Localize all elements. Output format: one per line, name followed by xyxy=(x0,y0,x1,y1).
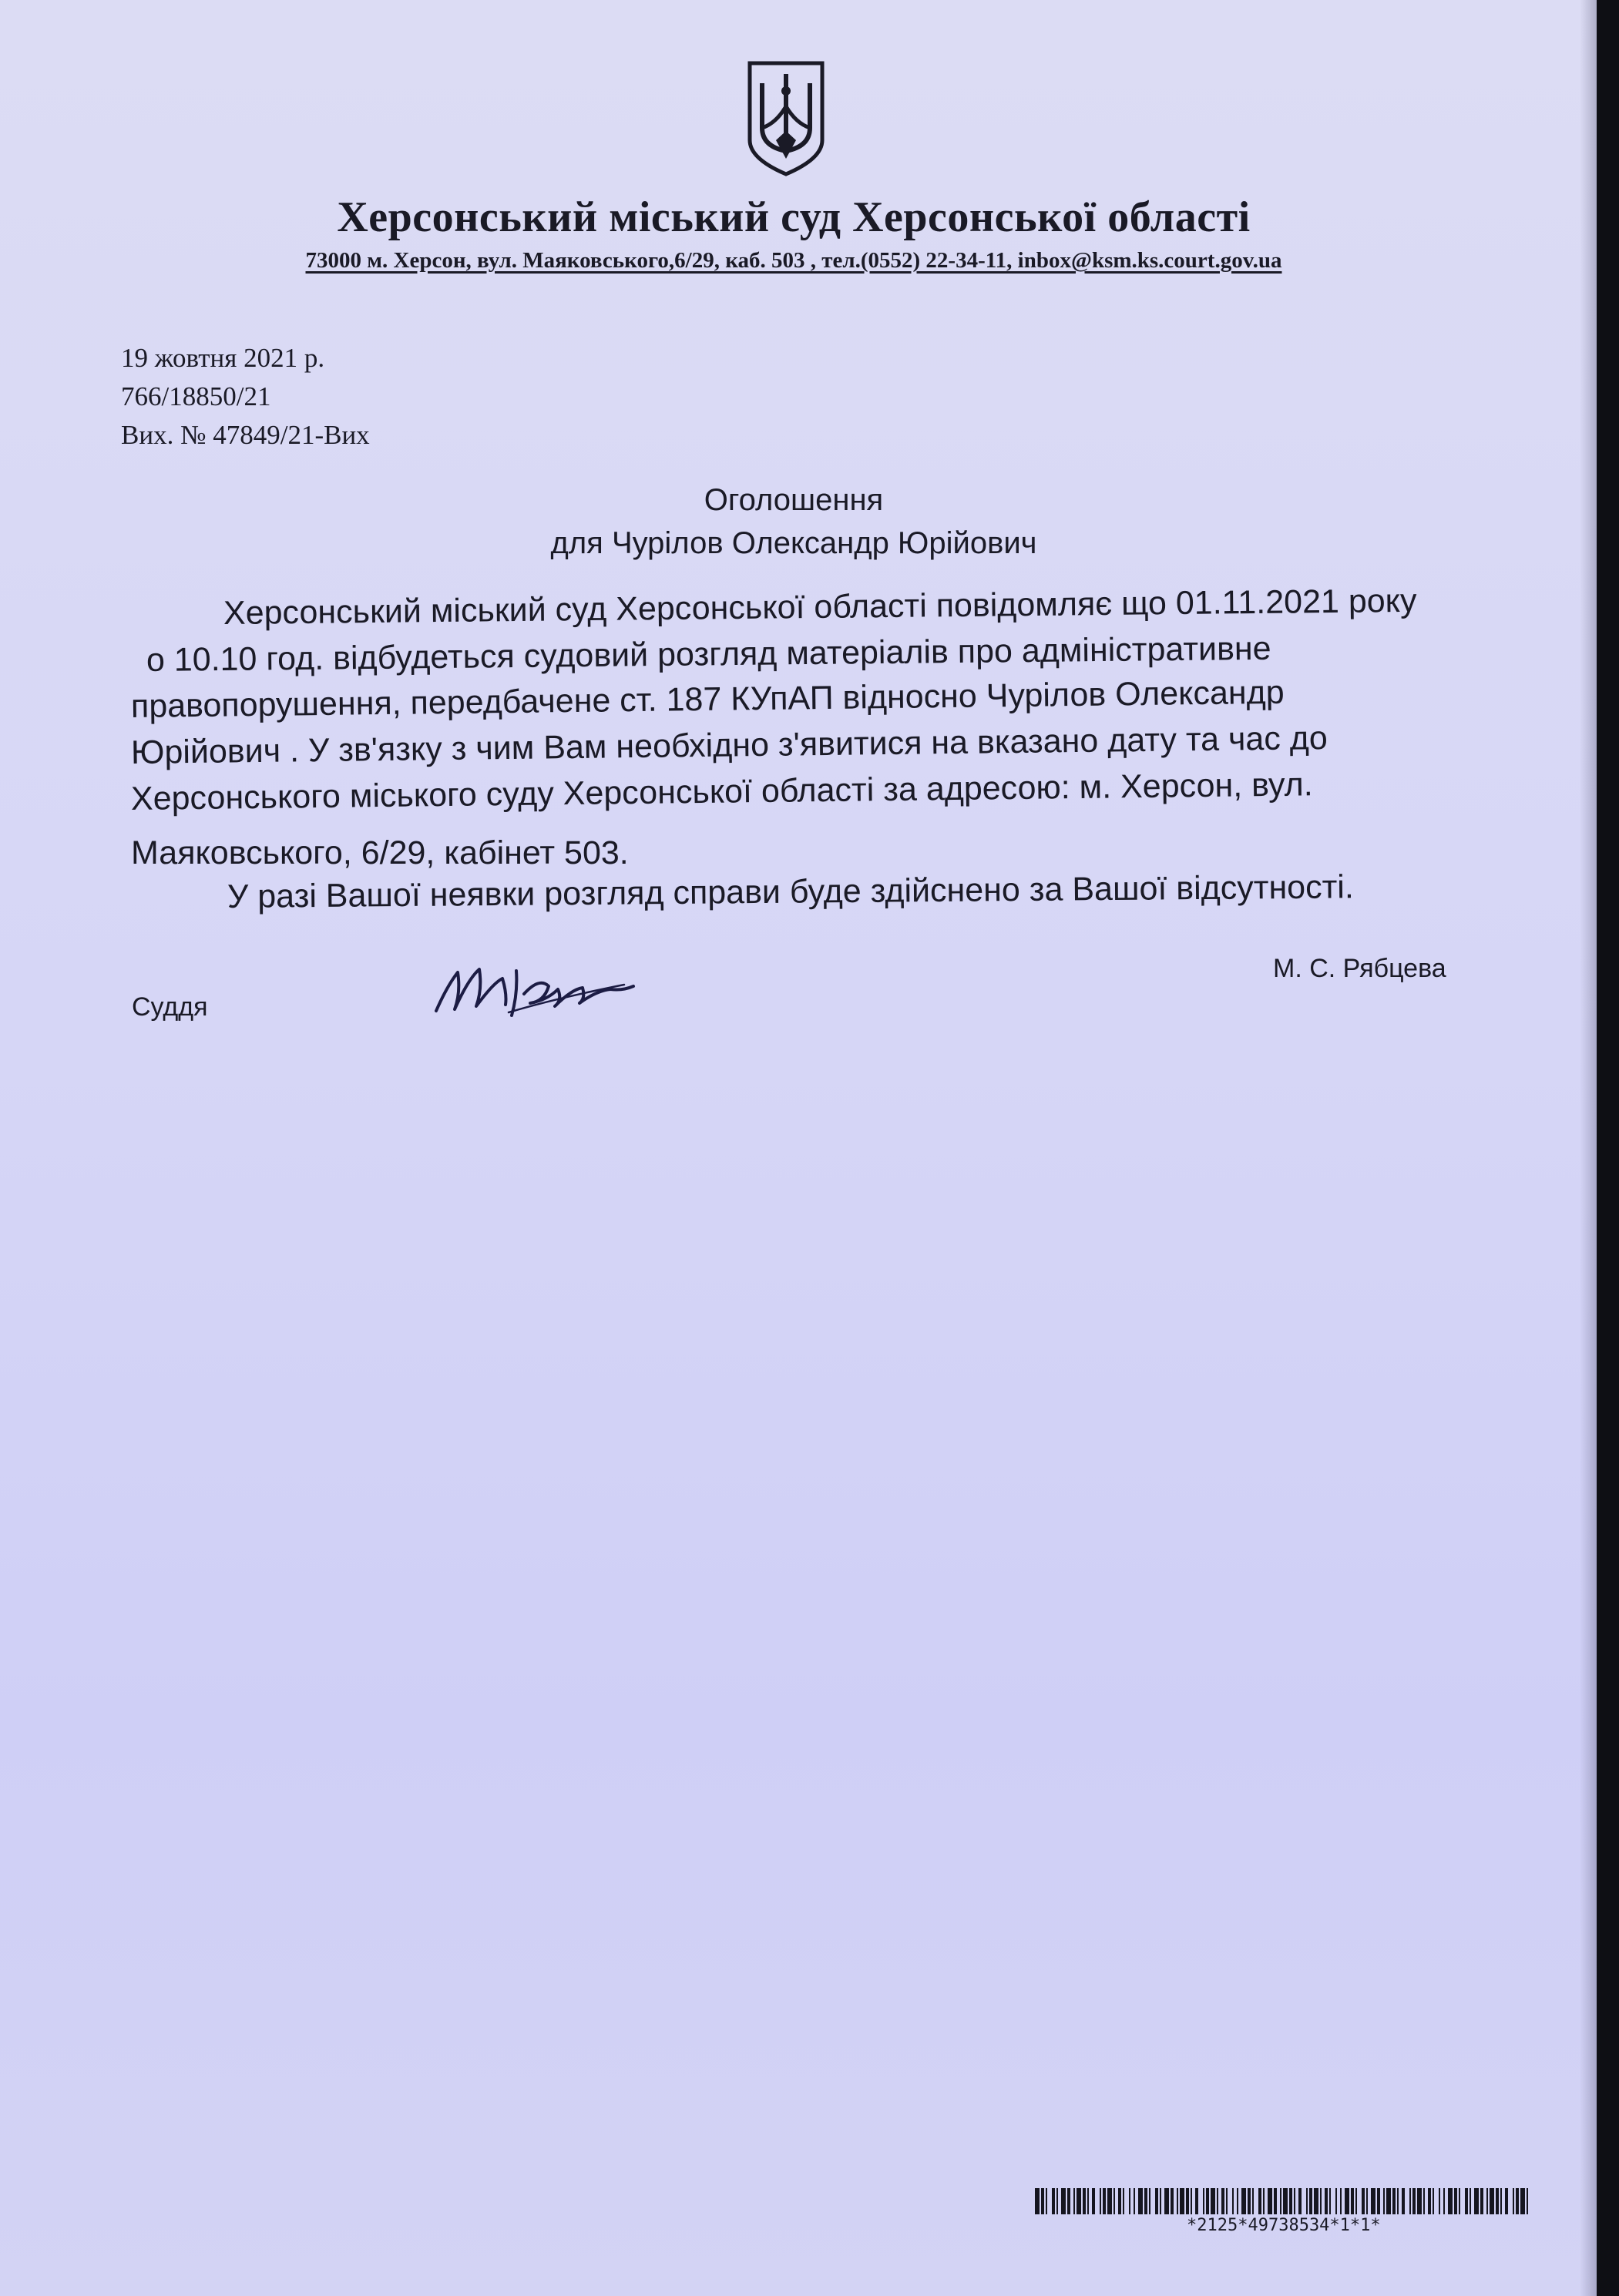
barcode-number: *2125*49738534*1*1* xyxy=(1187,2216,1381,2235)
judge-name: М. С. Рябцева xyxy=(1273,954,1446,983)
case-number: 766/18850/21 xyxy=(121,381,271,411)
outgoing-number: Вих. № 47849/21-Вих xyxy=(121,420,370,450)
notice-line-1: Херсонський міський суд Херсонської області повідомляє що 01.11.2021 року xyxy=(223,582,1417,632)
trident-emblem-icon xyxy=(745,60,827,177)
notice-line-2: о 10.10 год. відбудеться судовий розгляд матеріалів про адміністративне xyxy=(146,629,1271,679)
notice-addressee: для Чурілов Олександр Юрійович xyxy=(550,526,1037,560)
barcode-icon xyxy=(1035,2188,1536,2214)
notice-line-7: У разі Вашої неявки розгляд справи буде здійснено за Вашої відсутності. xyxy=(227,868,1355,915)
court-address: 73000 м. Херсон, вул. Маяковського,6/29, каб. 503 , тел.(0552) 22-34-11, inbox@ksm.ks.court.gov.ua xyxy=(305,248,1282,273)
judge-label: Суддя xyxy=(132,992,208,1022)
barcode-bar xyxy=(1527,2188,1528,2214)
notice-line-6: Маяковського, 6/29, кабінет 503. xyxy=(131,834,629,871)
court-name: Херсонський міський суд Херсонської області xyxy=(337,193,1251,241)
document-meta xyxy=(121,339,370,455)
document-date: 19 жовтня 2021 р. xyxy=(121,343,325,373)
notice-line-5: Херсонського міського суду Херсонської області за адресою: м. Херсон, вул. xyxy=(130,766,1313,817)
notice-title: Оголошення xyxy=(704,483,884,517)
notice-line-3: правопорушення, передбачене ст. 187 КУпАП відносно Чурілов Олександр xyxy=(130,673,1285,725)
notice-line-4: Юрійович . У зв'язку з чим Вам необхідно з'явитися на вказано дату та час до xyxy=(130,720,1328,771)
handwritten-signature-icon xyxy=(432,955,640,1025)
